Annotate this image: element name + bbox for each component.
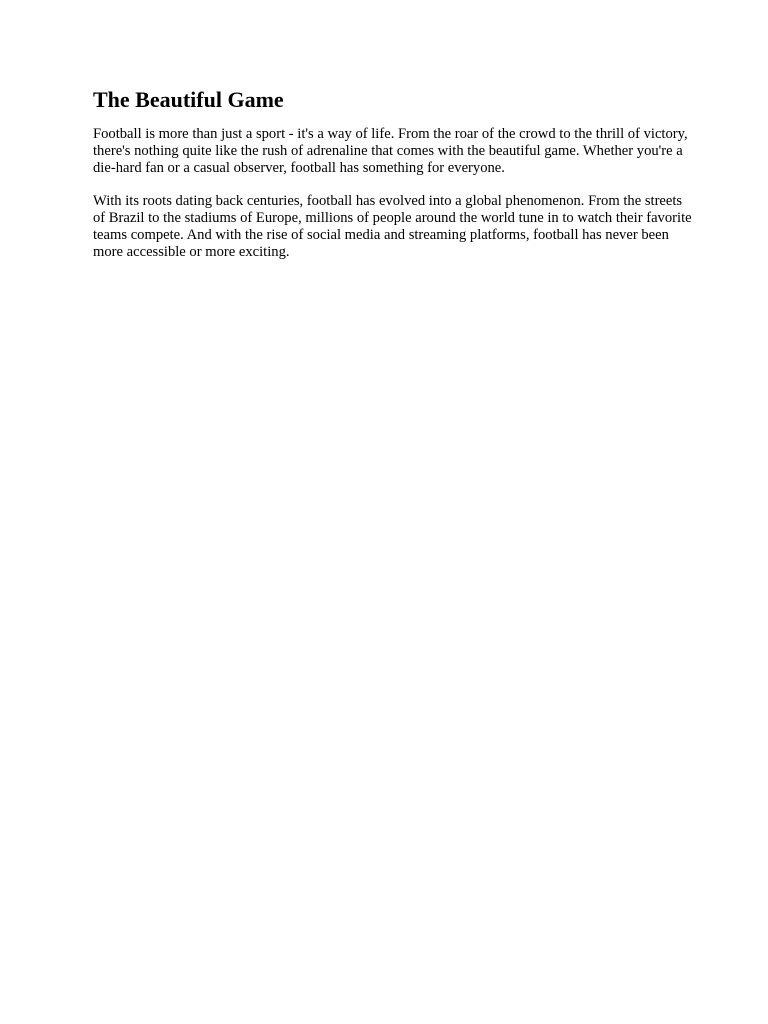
document-page	[93, 87, 693, 277]
page-title: The Beautiful Game	[93, 87, 284, 112]
paragraph-intro: Football is more than just a sport - it's a way of life. From the roar of the crowd to the thrill of victory, there's nothing quite like the rush of adrenaline that comes with the beautiful game. Whether you're a die-hard fan or a casual observer, football has something for everyone.	[93, 126, 688, 176]
paragraph-history: With its roots dating back centuries, football has evolved into a global phenomenon. From the streets of Brazil to the stadiums of Europe, millions of people around the world tune in to watch their favorite teams compete. And with the rise of social media and streaming platforms, football has never been more accessible or more exciting.	[93, 193, 692, 260]
